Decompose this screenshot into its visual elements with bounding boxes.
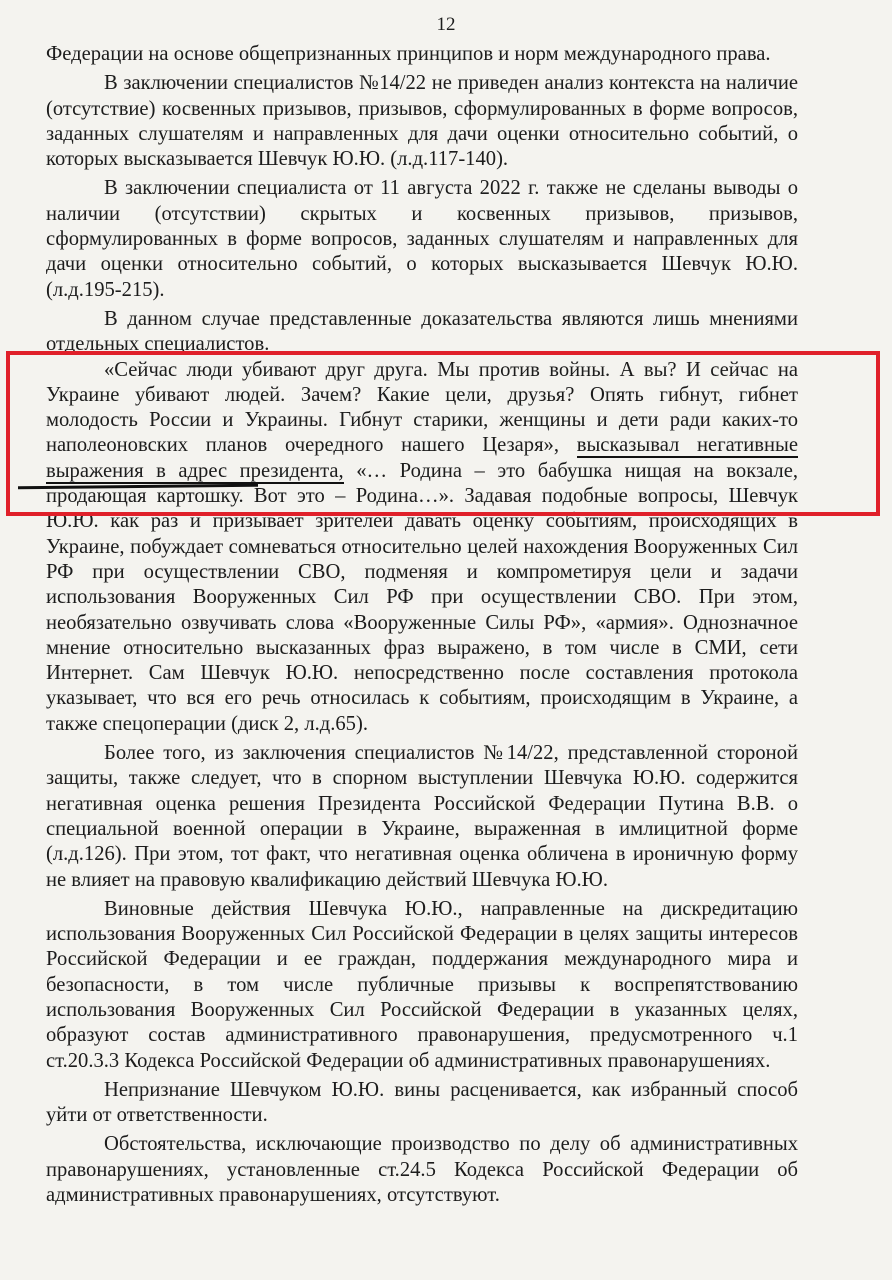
paragraph-specialists-conclusion: В заключении специалистов №14/22 не приведен анализ контекста на наличие (отсутствие) косвенных призывов, призывов, сформулированных в форме вопросов, заданных слушателям и направленных для дачи оценки относительно событий, о которых высказывается Шевчук Ю.Ю. (л.д.117-140). bbox=[46, 72, 798, 171]
paragraph-defense-conclusion: Более того, из заключения специалистов №14/22, представленной стороной защиты, также следует, что в спорном выступлении Шевчука Ю.Ю. содержится негативная оценка решения Президента Российской Федерации Путина В.В. о специальной военной операции в Украине, выраженная в имлицитной форме (л.д.126). При этом, тот факт, что негативная оценка обличена в ироничную форму не влияет на правовую квалификацию действий Шевчука Ю.Ю. bbox=[46, 742, 798, 891]
page-number: 12 bbox=[436, 14, 456, 35]
underlined-phrase: высказывал негативные выражения в адрес президента, bbox=[46, 434, 798, 482]
paragraph-non-admission: Непризнание Шевчуком Ю.Ю. вины расценивается, как избранный способ уйти от ответственности. bbox=[46, 1078, 798, 1127]
paragraph-guilty-actions: Виновные действия Шевчука Ю.Ю., направленные на дискредитацию использования Вооруженных Сил Российской Федерации в целях защиты интересов Российской Федерации и ее граждан, поддержания международного мира и безопасности, в том числе публичные призывы к воспрепятствованию использования Вооруженных Сил Российской Федерации в указанных целях, образуют состав административного правонарушения, предусмотренного ч.1 ст.20.3.3 Кодекса Российской Федерации об административных правонарушениях. bbox=[46, 897, 798, 1072]
document-body bbox=[46, 42, 798, 1208]
quote-continuation: «… Родина – это бабушка нищая на вокзале, продающая картошку. Вот это – Родина…». Задавая подобные вопросы, Шевчук Ю.Ю. как раз и призывает зрителей давать оценку событиям, происходящих в Украине, побуждает сомневаться относительно целей нахождения Вооруженных Сил РФ при осуществлении СВО, подменяя и компрометируя цели и задачи использования Вооруженных Сил РФ при осуществлении СВО. При этом, необязательно озвучивать слова «Вооруженные Силы РФ», «армия». Однозначное мнение относительно высказанных фраз выражено, в том числе в СМИ, сети Интернет. Сам Шевчук Ю.Ю. непосредственно после составления протокола указывает, что вся его речь относилась к событиям, происходящим в Украине, а также спецоперации (диск 2, л.д.65). bbox=[46, 459, 798, 735]
quote-text: «Сейчас люди убивают друг друга. Мы против войны. А вы? И сейчас на Украине убивают людей. Зачем? Какие цели, друзья? Опять гибнут, гибнет молодость России и Украины. Гибнут старики, женщины и дети ради каких-то наполеоновских планов очередного нашего Цезаря», bbox=[46, 358, 798, 457]
paragraph-circumstances: Обстоятельства, исключающие производство по делу об административных правонарушениях, установленные ст.24.5 Кодекса Российской Федерации об административных правонарушениях, отсутствуют. bbox=[46, 1133, 798, 1207]
paragraph-specialist-august: В заключении специалиста от 11 августа 2022 г. также не сделаны выводы о наличии (отсутствии) скрытых и косвенных призывов, призывов, сформулированных в форме вопросов, заданных слушателям и направленных для дачи оценки относительно событий, о которых высказывается Шевчук Ю.Ю. (л.д.195-215). bbox=[46, 177, 798, 301]
paragraph-highlighted-quote bbox=[46, 358, 798, 737]
paragraph-continuation: Федерации на основе общепризнанных принципов и норм международного права. bbox=[46, 43, 771, 65]
paragraph-opinions: В данном случае представленные доказательства являются лишь мнениями отдельных специалистов. bbox=[46, 307, 798, 356]
